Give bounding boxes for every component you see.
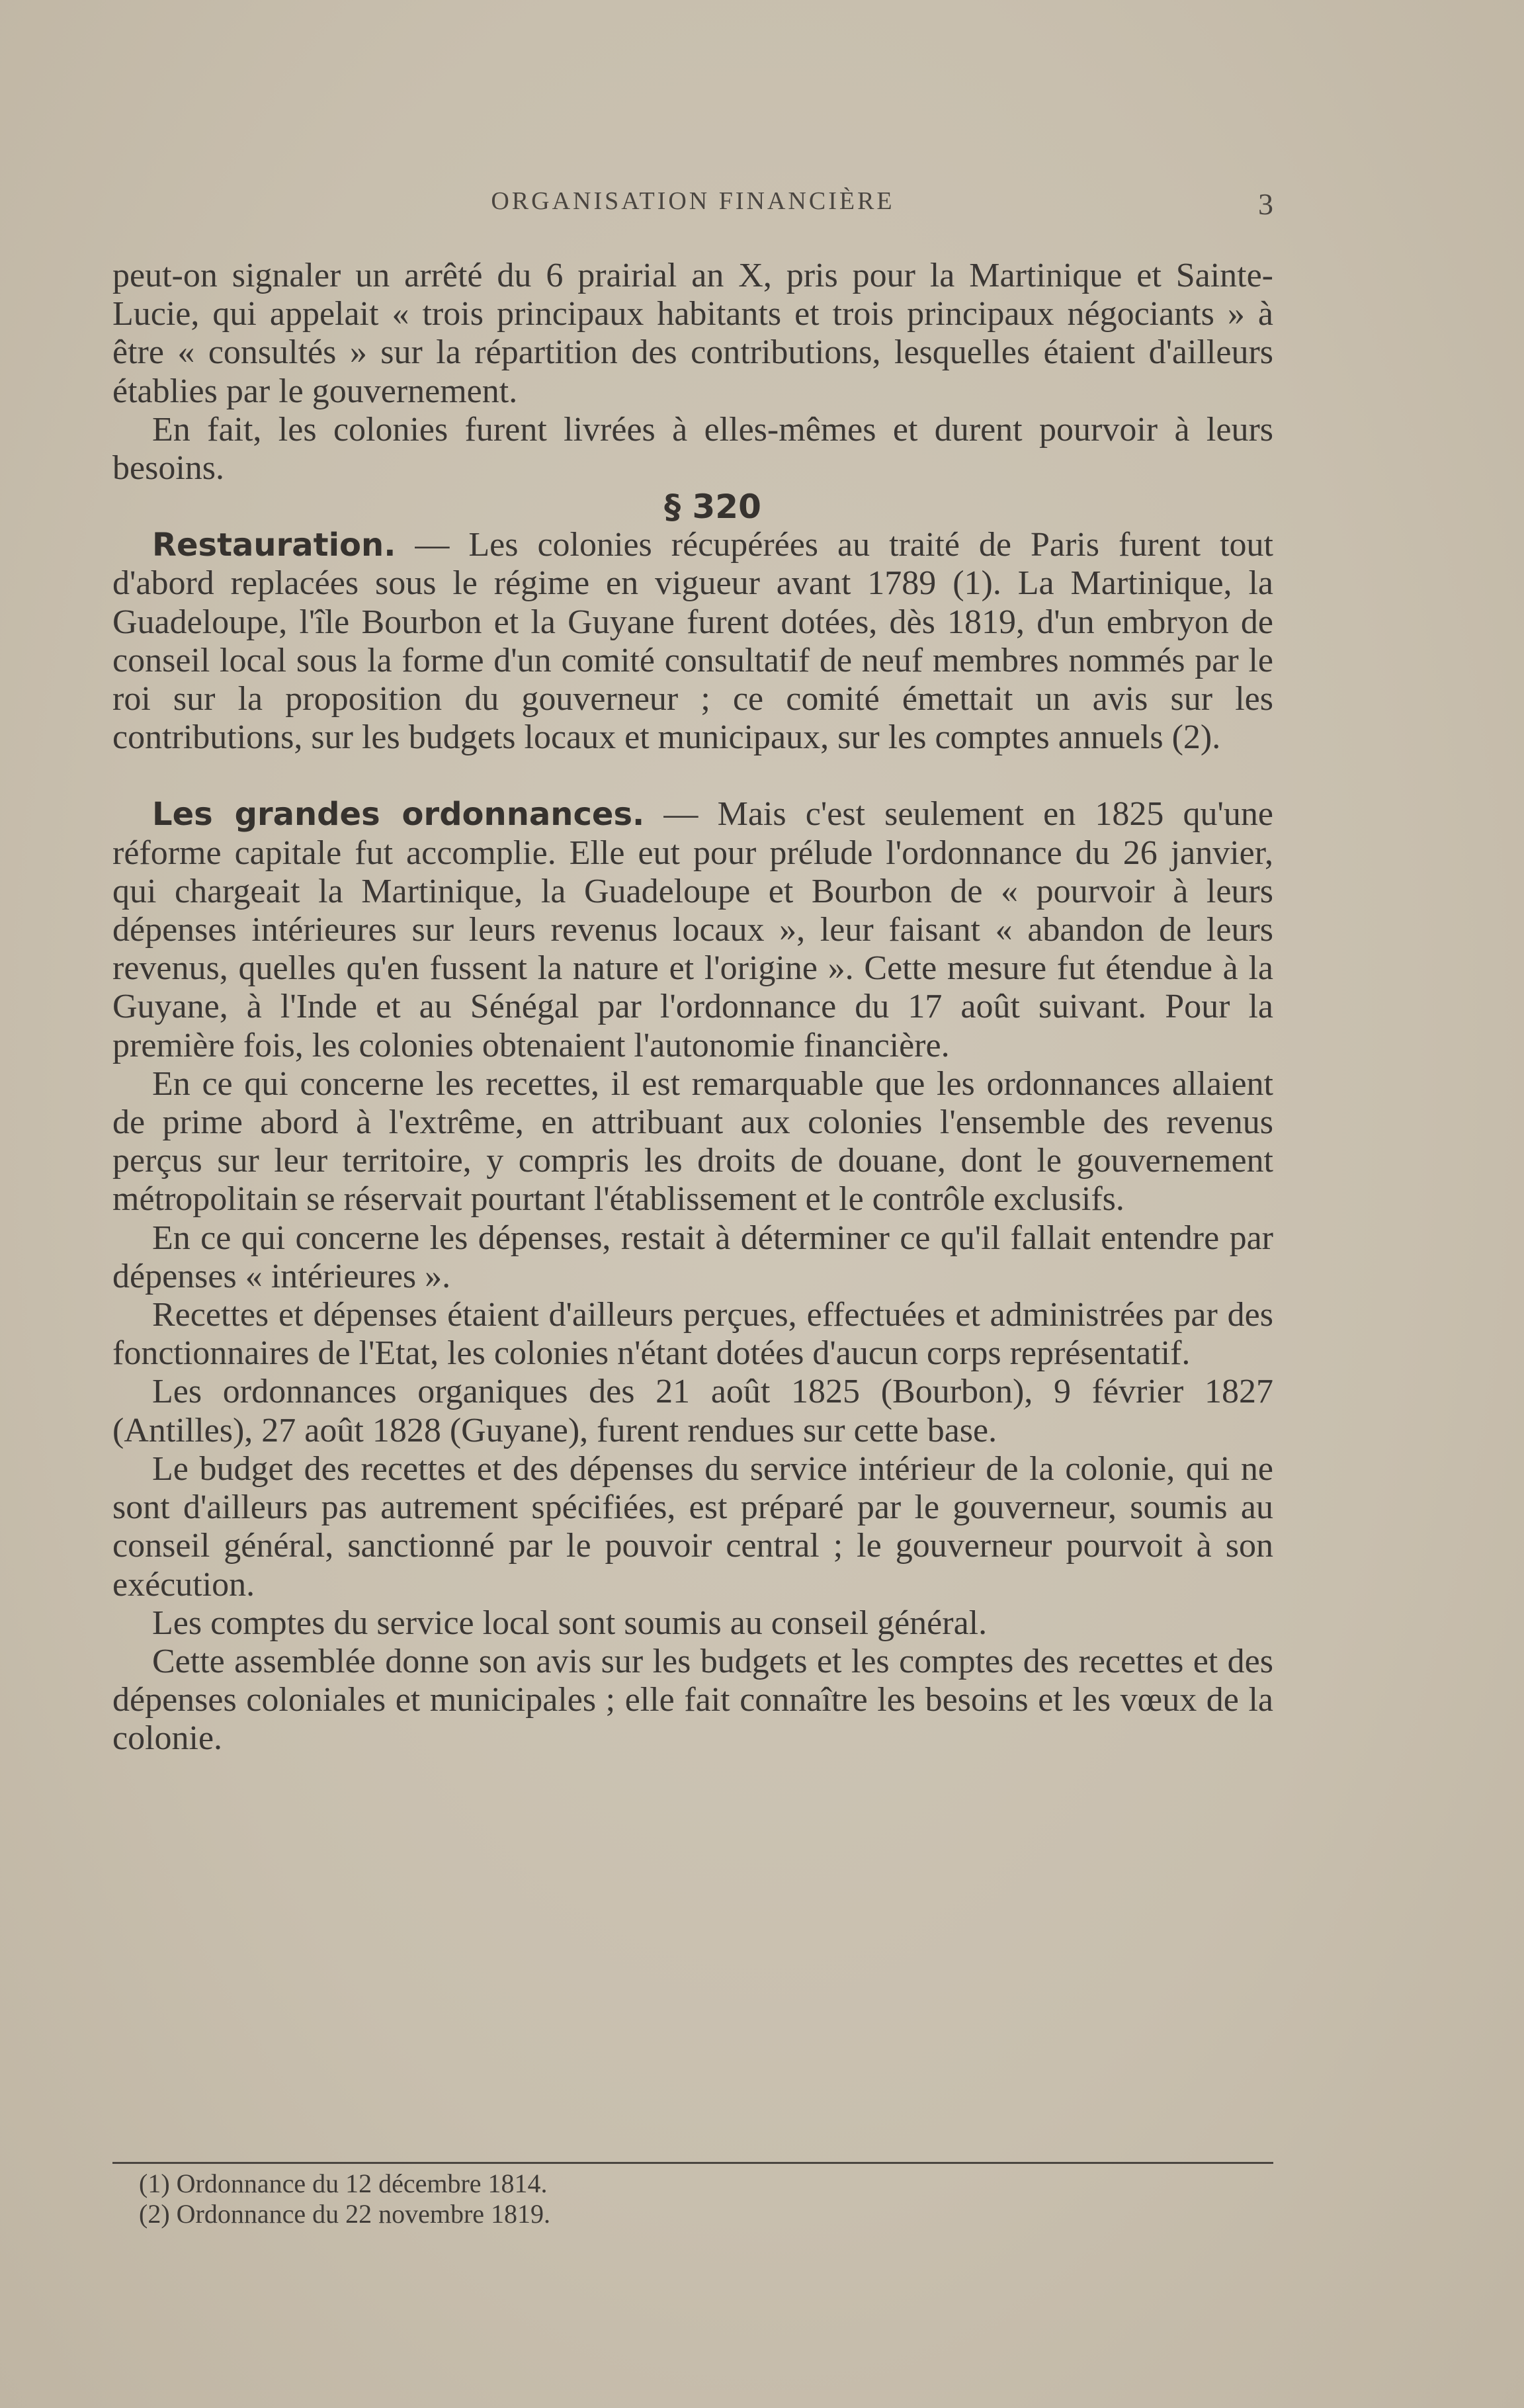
paragraph: Le budget des recettes et des dépenses du service intérieur de la colonie, qui ne sont d'ailleurs pas autrement spécifiées, est préparé par le gouverneur, soumis au conseil général, sanctionné par le pouvoir central ; le gouverneur pourvoit à son exécution. (112, 1449, 1273, 1604)
running-head: ORGANISATION FINANCIÈRE (491, 187, 895, 215)
run-in-heading: Les grandes ordonnances. (152, 796, 645, 834)
body-text (112, 257, 1273, 1758)
paragraph-grandes-ordonnances (112, 795, 1273, 1064)
paragraph: Les ordonnances organiques des 21 août 1825 (Bourbon), 9 février 1827 (Antilles), 27 août 1828 (Guyane), furent rendues sur cette base. (112, 1373, 1273, 1449)
page-number: 3 (1258, 187, 1273, 221)
paragraph-restauration (112, 526, 1273, 757)
footnote-rule (112, 2162, 1273, 2164)
paragraph: En ce qui concerne les recettes, il est remarquable que les ordonnances allaient de prime abord à l'extrême, en attribuant aux colonies l'ensemble des revenus perçus sur leur territoire, y compris les droits de douane, dont le gouvernement métropolitain se réservait pourtant l'établissement et le contrôle exclusifs. (112, 1064, 1273, 1219)
paragraph: En ce qui concerne les dépenses, restait à déterminer ce qu'il fallait entendre par dépenses « intérieures ». (112, 1219, 1273, 1295)
footnote: (2) Ordonnance du 22 novembre 1819. (139, 2199, 551, 2229)
page-header (112, 187, 1273, 226)
paragraph-text: — Les colonies récupérées au traité de Paris furent tout d'abord replacées sous le régime en vigueur avant 1789 (1). La Martinique, la Guadeloupe, l'île Bourbon et la Guyane furent dotées, dès 1819, d'un embryon de conseil local sous la forme d'un comité consultatif de neuf membres nommés par le roi sur la proposition du gouverneur ; ce comité émettait un avis sur les contributions, sur les budgets locaux et municipaux, sur les comptes annuels (2). (112, 526, 1273, 757)
footnote: (1) Ordonnance du 12 décembre 1814. (139, 2169, 548, 2198)
paragraph: Les comptes du service local sont soumis au conseil général. (152, 1604, 988, 1642)
paragraph-continuation: peut-on signaler un arrêté du 6 prairial an X, pris pour la Martinique et Sainte-Lucie, qui appelait « trois principaux habitants et trois principaux négociants » à être « consultés » sur la répartition des contributions, lesquelles étaient d'ailleurs établies par le gouvernement. (112, 257, 1273, 410)
paragraph-text: — Mais c'est seulement en 1825 qu'une réforme capitale fut accomplie. Elle eut pour prélude l'ordonnance du 26 janvier, qui chargeait la Martinique, la Guadeloupe et Bourbon de « pourvoir à leurs dépenses intérieures sur leurs revenus locaux », leur faisant « abandon de leurs revenus, quelles qu'en fussent la nature et l'origine ». Cette mesure fut étendue à la Guyane, à l'Inde et au Sénégal par l'ordonnance du 17 août suivant. Pour la première fois, les colonies obtenaient l'autonomie financière. (112, 795, 1274, 1064)
footnotes (139, 2169, 1263, 2229)
paragraph: Recettes et dépenses étaient d'ailleurs perçues, effectuées et administrées par des fonctionnaires de l'Etat, les colonies n'étant dotées d'aucun corps représentatif. (112, 1296, 1273, 1373)
spacer (112, 757, 1273, 795)
paragraph: Cette assemblée donne son avis sur les budgets et les comptes des recettes et des dépenses coloniales et municipales ; elle fait connaître les besoins et les vœux de la colonie. (112, 1642, 1273, 1758)
run-in-heading: Restauration. (152, 527, 396, 564)
section-heading: § 320 (664, 488, 761, 527)
paragraph: En fait, les colonies furent livrées à elles-mêmes et durent pourvoir à leurs besoins. (112, 410, 1273, 488)
